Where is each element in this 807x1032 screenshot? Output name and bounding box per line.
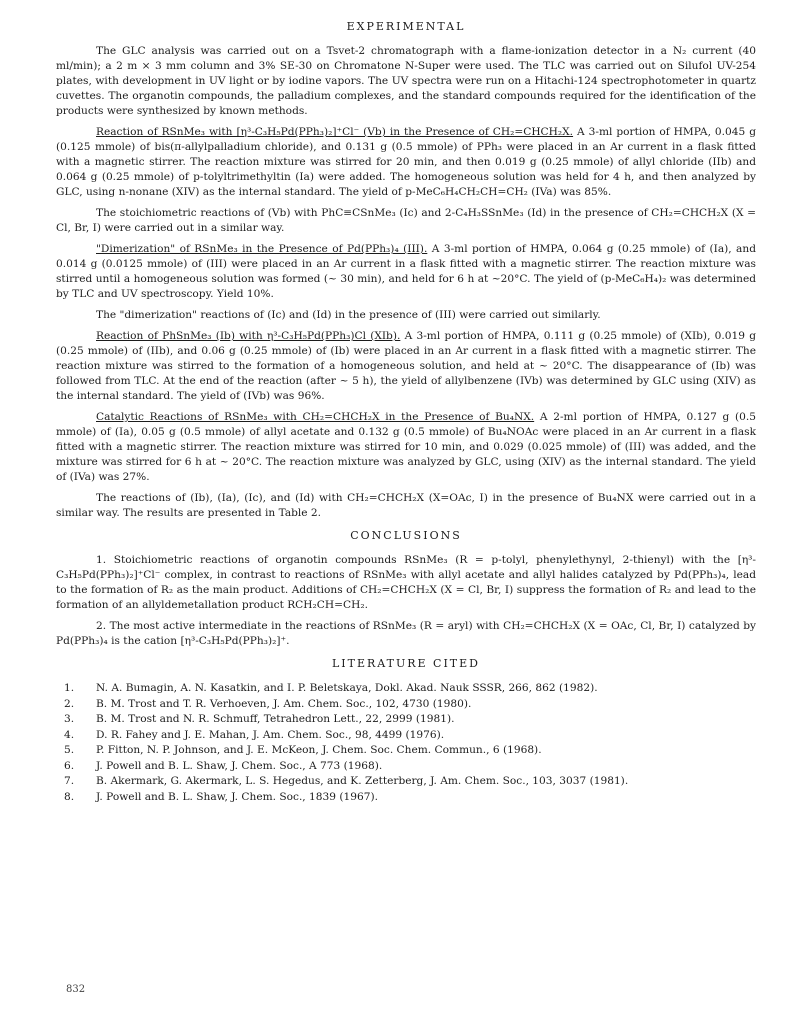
experimental-paragraph-6	[56, 329, 756, 404]
reference-text: N. A. Bumagin, A. N. Kasatkin, and I. P. Beletskaya, Dokl. Akad. Nauk SSSR, 266, 862 (1982).	[96, 682, 598, 694]
page-number: 832	[66, 984, 86, 995]
reference-number: 6.	[64, 759, 75, 772]
reference-number: 4.	[64, 728, 75, 741]
experimental-heading: EXPERIMENTAL	[346, 20, 466, 33]
reference-number: 1.	[64, 682, 75, 694]
paragraph-body: A 3-ml portion of HMPA, 0.064 g (0.25 mmole) of (Ia), and 0.014 g (0.0125 mmole) of (III) were placed in an Ar current in a flask fitted with a magnetic stirrer. The reaction mixture was stirred until a homogeneous solution was formed (~ 30 min), and held for 6 h at ~20°C. The yield of (p-MeC₆H₄)₂ was determined by TLC and UV spectroscopy. Yield 10%.	[56, 243, 756, 300]
run-in-title: "Dimerization" of RSnMe₃ in the Presence of Pd(PPh₃)₄ (III).	[96, 243, 428, 255]
run-in-title: Catalytic Reactions of RSnMe₃ with CH₂=CHCH₂X in the Presence of Bu₄NX.	[96, 411, 535, 423]
experimental-paragraph-5: The "dimerization" reactions of (Ic) and (Id) in the presence of (III) were carried out similarly.	[96, 309, 601, 321]
reference-item	[56, 712, 756, 727]
reference-text: D. R. Fahey and J. E. Mahan, J. Am. Chem. Soc., 98, 4499 (1976).	[96, 728, 445, 741]
paper-page	[56, 20, 756, 805]
reference-text: B. M. Trost and N. R. Schmuff, Tetrahedron Lett., 22, 2999 (1981).	[96, 713, 455, 725]
experimental-paragraph-8: The reactions of (Ib), (Ia), (Ic), and (Id) with CH₂=CHCH₂X (X=OAc, I) in the presence of Bu₄NX were carried out in a similar way. The results are presented in Table 2.	[56, 492, 756, 519]
reference-item	[56, 774, 756, 789]
paragraph-body: A 3-ml portion of HMPA, 0.045 g (0.125 mmole) of bis(π-allylpalladium chloride), and 0.131 g (0.5 mmole) of PPh₃ were placed in an Ar current in a flask fitted with a magnetic stirrer. The reaction mixture was stirred for 20 min, and then 0.019 g (0.25 mmole) of allyl chloride (IIb) and 0.064 g (0.25 mmole) of p-tolyltrimethyltin (Ia) were added. The homogeneous solution was held for 4 h, and then analyzed by GLC, using n-nonane (XIV) as the internal standard. The yield of p-MeC₆H₄CH₂CH=CH₂ (IVa) was 85%.	[56, 126, 756, 198]
reference-number: 7.	[64, 775, 75, 787]
run-in-title: Reaction of PhSnMe₃ (Ib) with η³-C₃H₅Pd(PPh₃)Cl (XIb).	[96, 330, 401, 342]
conclusion-2: 2. The most active intermediate in the reactions of RSnMe₃ (R = aryl) with CH₂=CHCH₂X (X = OAc, Cl, Br, I) catalyzed by Pd(PPh₃)₄ is the cation [η³-C₃H₅Pd(PPh₃)₂]⁺.	[56, 620, 756, 647]
run-in-title: Reaction of RSnMe₃ with [η³-C₃H₅Pd(PPh₃)₂]⁺Cl⁻ (Vb) in the Presence of CH₂=CHCH₂X.	[96, 126, 574, 138]
reference-item	[56, 790, 756, 805]
reference-number: 8.	[64, 790, 75, 803]
conclusions-heading: CONCLUSIONS	[350, 529, 462, 542]
reference-list	[56, 681, 756, 804]
reference-number: 3.	[64, 713, 75, 725]
reference-item	[56, 697, 756, 712]
reference-text: B. Akermark, G. Akermark, L. S. Hegedus, and K. Zetterberg, J. Am. Chem. Soc., 103, 3037 (1981).	[96, 775, 629, 787]
reference-number: 5.	[64, 744, 75, 756]
experimental-paragraph-3: The stoichiometric reactions of (Vb) with PhC≡CSnMe₃ (Ic) and 2-C₄H₃SSnMe₃ (Id) in the presence of CH₂=CHCH₂X (X = Cl, Br, I) were carried out in a similar way.	[56, 207, 756, 234]
paragraph-body: A 3-ml portion of HMPA, 0.111 g (0.25 mmole) of (XIb), 0.019 g (0.25 mmole) of (IIb), and 0.06 g (0.25 mmole) of (Ib) were placed in an Ar current in a flask fitted with a magnetic stirrer. The reaction mixture was stirred to the formation of a homogeneous solution, and held at ~ 20°C. The disappearance of (Ib) was followed from TLC. At the end of the reaction (after ~ 5 h), the yield of allylbenzene (IVb) was determined by GLC using (XIV) as the internal standard. The yield of (IVb) was 96%.	[56, 330, 757, 402]
reference-text: B. M. Trost and T. R. Verhoeven, J. Am. Chem. Soc., 102, 4730 (1980).	[96, 697, 472, 710]
experimental-paragraph-1: The GLC analysis was carried out on a Tsvet-2 chromatograph with a flame-ionization detector in a N₂ current (40 ml/min); a 2 m × 3 mm column and 3% SE-30 on Chromatone N-Super were used. The TLC was carried out on Silufol UV-254 plates, with development in UV light or by iodine vapors. The UV spectra were run on a Hitachi-124 spectrophotometer in quartz cuvettes. The organotin compounds, the palladium complexes, and the standard compounds required for the identification of the products were synthesized by known methods.	[56, 45, 756, 117]
reference-text: J. Powell and B. L. Shaw, J. Chem. Soc., A 773 (1968).	[96, 759, 383, 772]
reference-item	[56, 681, 756, 696]
experimental-paragraph-7	[56, 410, 756, 485]
experimental-paragraph-4	[56, 242, 756, 302]
literature-heading: LITERATURE CITED	[331, 657, 480, 670]
reference-text: P. Fitton, N. P. Johnson, and J. E. McKeon, J. Chem. Soc. Chem. Commun., 6 (1968).	[96, 744, 542, 756]
conclusion-1: 1. Stoichiometric reactions of organotin compounds RSnMe₃ (R = p-tolyl, phenylethynyl, 2-thienyl) with the [η³-C₃H₅Pd(PPh₃)₂]⁺Cl⁻ complex, in contrast to reactions of RSnMe₃ with allyl acetate and allyl halides catalyzed by Pd(PPh₃)₄, lead to the formation of R₂ as the main product. Additions of CH₂=CHCH₂X (X = Cl, Br, I) suppress the formation of R₂ and lead to the formation of an allyldemetallation product RCH₂CH=CH₂.	[56, 554, 756, 611]
reference-item	[56, 728, 756, 743]
reference-number: 2.	[64, 697, 75, 710]
experimental-paragraph-2	[56, 125, 756, 200]
reference-item	[56, 759, 756, 774]
paragraph-body: A 2-ml portion of HMPA, 0.127 g (0.5 mmole) of (Ia), 0.05 g (0.5 mmole) of allyl acetate and 0.132 g (0.5 mmole) of Bu₄NOAc were placed in an Ar current in a flask fitted with a magnetic stirrer. The reaction mixture was stirred for 10 min, and 0.029 (0.025 mmole) of (III) was added, and the mixture was stirred for 6 h at ~ 20°C. The reaction mixture was analyzed by GLC, using (XIV) as the internal standard. The yield of (IVa) was 27%.	[56, 411, 756, 483]
reference-item	[56, 743, 756, 758]
reference-text: J. Powell and B. L. Shaw, J. Chem. Soc., 1839 (1967).	[96, 790, 378, 803]
